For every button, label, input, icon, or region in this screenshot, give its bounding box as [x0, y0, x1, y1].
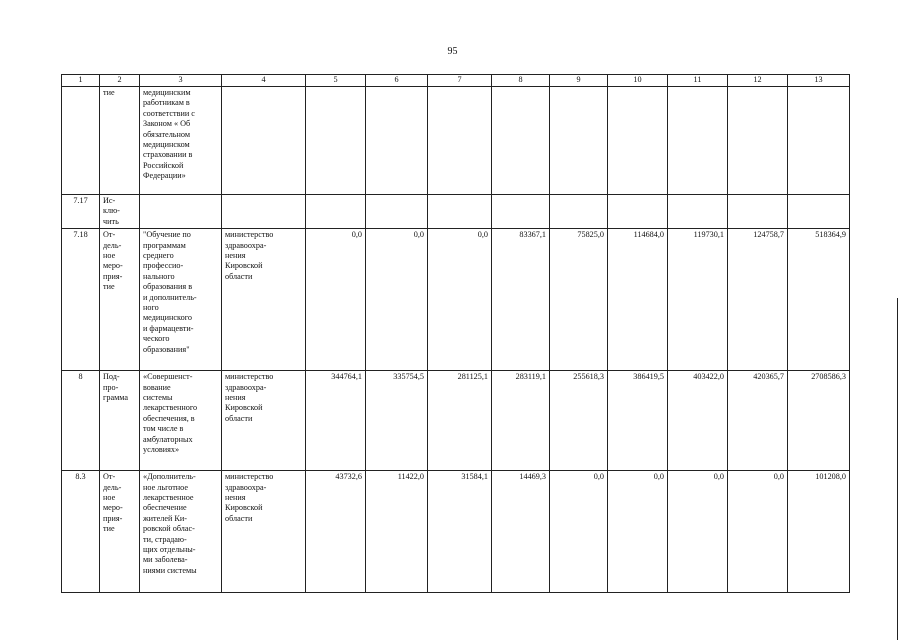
program-table	[61, 74, 850, 593]
value-cell: 255618,3	[550, 371, 608, 471]
value-cell	[306, 195, 366, 229]
column-header: 11	[668, 75, 728, 87]
value-cell: 420365,7	[728, 371, 788, 471]
row-type: Ис- клю- чить	[100, 195, 140, 229]
row-number: 7.18	[62, 229, 100, 371]
column-header: 5	[306, 75, 366, 87]
value-cell: 114684,0	[608, 229, 668, 371]
row-title: "Обучение по программам среднего профессио- нального образования в и дополнитель- ного медицинского и фармацевти- ческого образования"	[140, 229, 222, 371]
row-title: медицинским работникам в соответствии с Законом « Об обязательном медицинском страховании в Российской Федерации»	[140, 87, 222, 195]
value-cell: 0,0	[668, 471, 728, 593]
row-number	[62, 87, 100, 195]
scan-edge-line	[897, 298, 898, 640]
table-row	[62, 229, 850, 371]
value-cell	[668, 195, 728, 229]
column-header: 6	[366, 75, 428, 87]
value-cell: 119730,1	[668, 229, 728, 371]
row-executor	[222, 87, 306, 195]
row-title: «Совершенст- вование системы лекарственного обеспечения, в том числе в амбулаторных условиях»	[140, 371, 222, 471]
value-cell	[306, 87, 366, 195]
row-executor: министерство здравоохра- нения Кировской области	[222, 471, 306, 593]
value-cell: 43732,6	[306, 471, 366, 593]
column-header: 7	[428, 75, 492, 87]
column-header: 9	[550, 75, 608, 87]
table-row	[62, 371, 850, 471]
header-row	[62, 75, 850, 87]
value-cell	[608, 87, 668, 195]
column-header: 1	[62, 75, 100, 87]
row-number: 7.17	[62, 195, 100, 229]
table-row	[62, 87, 850, 195]
value-cell	[366, 87, 428, 195]
table-row	[62, 471, 850, 593]
value-cell: 335754,5	[366, 371, 428, 471]
value-cell: 0,0	[550, 471, 608, 593]
value-cell	[728, 87, 788, 195]
value-cell: 31584,1	[428, 471, 492, 593]
row-executor	[222, 195, 306, 229]
value-cell: 403422,0	[668, 371, 728, 471]
value-cell	[728, 195, 788, 229]
value-cell	[550, 87, 608, 195]
row-number: 8.3	[62, 471, 100, 593]
value-cell: 0,0	[608, 471, 668, 593]
row-executor: министерство здравоохра- нения Кировской области	[222, 229, 306, 371]
value-cell: 2708586,3	[788, 371, 850, 471]
value-cell: 0,0	[306, 229, 366, 371]
value-cell: 344764,1	[306, 371, 366, 471]
row-type: тие	[100, 87, 140, 195]
value-cell: 101208,0	[788, 471, 850, 593]
value-cell: 0,0	[428, 229, 492, 371]
value-cell	[788, 195, 850, 229]
value-cell	[608, 195, 668, 229]
column-header: 3	[140, 75, 222, 87]
value-cell: 83367,1	[492, 229, 550, 371]
column-header: 2	[100, 75, 140, 87]
value-cell: 14469,3	[492, 471, 550, 593]
row-type: От- дель- ное меро- прия- тие	[100, 471, 140, 593]
value-cell: 75825,0	[550, 229, 608, 371]
value-cell: 281125,1	[428, 371, 492, 471]
row-title: «Дополнитель- ное льготное лекарственное обеспечение жителей Ки- ровской облас- ти, страдаю- щих отдельны- ми заболева- ниями системы	[140, 471, 222, 593]
page-number: 95	[447, 46, 458, 57]
value-cell	[366, 195, 428, 229]
value-cell	[428, 195, 492, 229]
value-cell	[550, 195, 608, 229]
value-cell: 124758,7	[728, 229, 788, 371]
row-type: Под- про- грамма	[100, 371, 140, 471]
value-cell	[492, 87, 550, 195]
column-header: 10	[608, 75, 668, 87]
row-title	[140, 195, 222, 229]
value-cell	[668, 87, 728, 195]
row-executor: министерство здравоохра- нения Кировской области	[222, 371, 306, 471]
value-cell: 0,0	[366, 229, 428, 371]
row-number: 8	[62, 371, 100, 471]
table-row	[62, 195, 850, 229]
value-cell	[428, 87, 492, 195]
value-cell	[492, 195, 550, 229]
column-header: 8	[492, 75, 550, 87]
value-cell: 518364,9	[788, 229, 850, 371]
value-cell: 0,0	[728, 471, 788, 593]
column-header: 13	[788, 75, 850, 87]
value-cell	[788, 87, 850, 195]
column-header: 4	[222, 75, 306, 87]
column-header: 12	[728, 75, 788, 87]
value-cell: 283119,1	[492, 371, 550, 471]
row-type: От- дель- ное меро- прия- тие	[100, 229, 140, 371]
value-cell: 386419,5	[608, 371, 668, 471]
value-cell: 11422,0	[366, 471, 428, 593]
